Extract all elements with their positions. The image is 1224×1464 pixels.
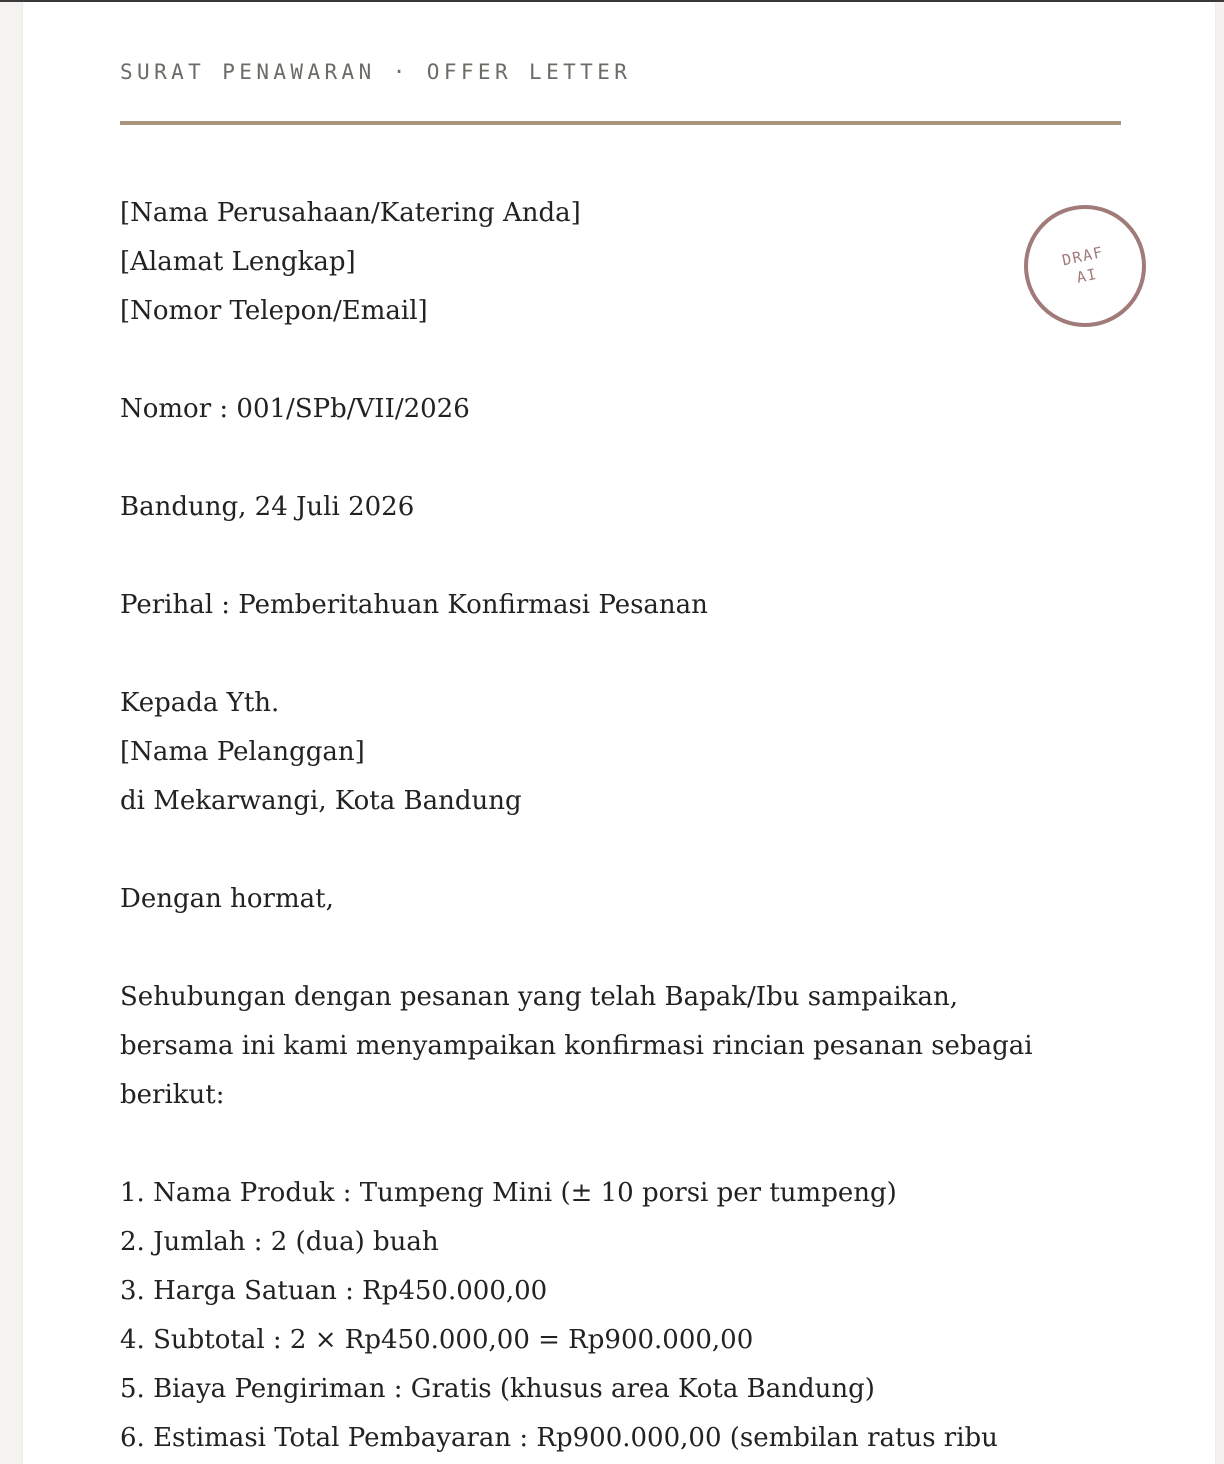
letter-body <box>120 189 1130 1463</box>
stamp-line-1: DRAF <box>1060 243 1106 270</box>
stamp-line-2: AI <box>1074 264 1100 287</box>
spacer <box>120 1120 1130 1169</box>
order-item: 3. Harga Satuan : Rp450.000,00 <box>120 1276 548 1306</box>
heading-divider <box>120 121 1121 125</box>
spacer <box>120 532 1130 581</box>
order-item: 6. Estimasi Total Pembayaran : Rp900.000,00 (sembilan ratus ribu <box>120 1423 998 1453</box>
intro-line: bersama ini kami menyampaikan konfirmasi rincian pesanan sebagai <box>120 1031 1033 1061</box>
letter-date: Bandung, 24 Juli 2026 <box>120 492 415 522</box>
letter-subject: Perihal : Pemberitahuan Konfirmasi Pesanan <box>120 590 708 620</box>
letter-number: Nomor : 001/SPb/VII/2026 <box>120 394 470 424</box>
letter-page <box>23 2 1215 1464</box>
greeting: Dengan hormat, <box>120 884 334 914</box>
spacer <box>120 630 1130 679</box>
spacer <box>120 924 1130 973</box>
letter-heading: SURAT PENAWARAN · OFFER LETTER <box>120 60 632 84</box>
order-item: 4. Subtotal : 2 × Rp450.000,00 = Rp900.000,00 <box>120 1325 754 1355</box>
order-item: 5. Biaya Pengiriman : Gratis (khusus area Kota Bandung) <box>120 1374 875 1404</box>
spacer <box>120 434 1130 483</box>
sender-company: [Nama Perusahaan/Katering Anda] <box>120 198 581 228</box>
intro-line: berikut: <box>120 1080 225 1110</box>
recipient-salutation: Kepada Yth. <box>120 688 280 718</box>
spacer <box>120 336 1130 385</box>
recipient-location: di Mekarwangi, Kota Bandung <box>120 786 522 816</box>
spacer <box>120 826 1130 875</box>
intro-line: Sehubungan dengan pesanan yang telah Bapak/Ibu sampaikan, <box>120 982 958 1012</box>
sender-contact: [Nomor Telepon/Email] <box>120 296 428 326</box>
recipient-name: [Nama Pelanggan] <box>120 737 365 767</box>
sender-address: [Alamat Lengkap] <box>120 247 356 277</box>
order-item: 2. Jumlah : 2 (dua) buah <box>120 1227 439 1257</box>
order-item: 1. Nama Produk : Tumpeng Mini (± 10 porsi per tumpeng) <box>120 1178 897 1208</box>
